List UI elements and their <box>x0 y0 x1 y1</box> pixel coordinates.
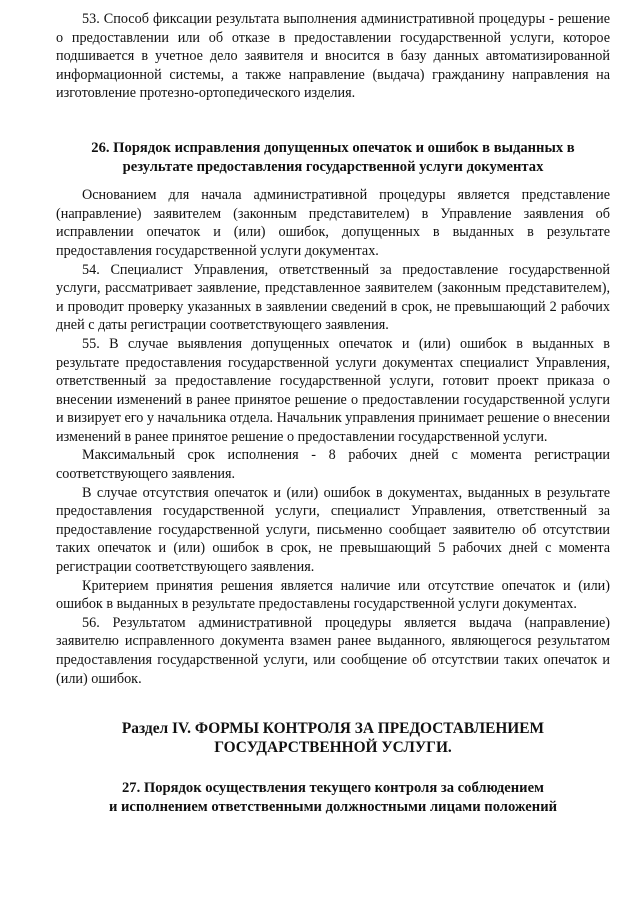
paragraph-53: 53. Способ фиксации результата выполнения административной процедуры - решение о предоставлении или об отказе в предоставлении государственной услуги, которое подшивается в учетное дело заявителя и вносится в базу данных автоматизированной информационной системы, а также направление (выдача) гражданину направления на изготовление протезно-ортопедического изделия. <box>56 11 610 102</box>
section-27-heading <box>56 779 610 816</box>
paragraph-55: 55. В случае выявления допущенных опечаток и (или) ошибок в выданных в результате предоставления государственной услуги документах специалист Управления, ответственный за предоставление государственной услуги, готовит проект приказа о внесении изменений в ранее принятое решение о предоставлении государственной услуги и визирует его у начальника отдела. Начальник управления принимает решение о внесении изменений в ранее принятое решение о предоставлении государственной услуги. <box>56 335 610 445</box>
section-26-heading-line-1: 26. Порядок исправления допущенных опечаток и ошибок в выданных в <box>91 139 575 156</box>
paragraph-max-term: Максимальный срок исполнения - 8 рабочих дней с момента регистрации соответствующего заявления. <box>56 447 610 483</box>
paragraph-no-errors: В случае отсутствия опечаток и (или) ошибок в документах, выданных в результате предоставления государственной услуги, специалист Управления, ответственный за предоставление государственной услуги, письменно сообщает заявителю об отсутствии таких опечаток и (или) ошибок в срок, не превышающий 5 рабочих дней с момента регистрации соответствующего заявления. <box>56 484 610 576</box>
section-27-heading-line-1: 27. Порядок осуществления текущего контроля за соблюдением <box>122 780 544 797</box>
paragraph-56: 56. Результатом административной процедуры является выдача (направление) заявителю исправленного документа взамен ранее выданного, являющегося результатом предоставления государственной услуги, или сообщение об отсутствии таких опечаток и (или) ошибок. <box>56 614 610 687</box>
section-iv-heading-line-1: Раздел IV. ФОРМЫ КОНТРОЛЯ ЗА ПРЕДОСТАВЛЕНИЕМ <box>121 720 545 738</box>
paragraph-criterion: Критерием принятия решения является наличие или отсутствие опечаток и (или) ошибок в выданных в результате предоставлены государственной услуги документах. <box>56 577 610 613</box>
section-26-heading-line-2: результате предоставления государственной услуги документах <box>122 158 544 175</box>
section-27-heading-line-2: и исполнением ответственными должностными лицами положений <box>108 798 558 815</box>
section-iv-heading <box>56 720 610 757</box>
section-26-heading <box>56 139 610 176</box>
paragraph-basis: Основанием для начала административной процедуры является представление (направление) заявителем (законным представителем) в Управление заявления об исправлении опечаток и (или) ошибок, допущенных в выданных в результате предоставления государственной услуги документах. <box>56 187 610 259</box>
document-page <box>56 10 610 817</box>
section-iv-heading-line-2: ГОСУДАРСТВЕННОЙ УСЛУГИ. <box>214 738 452 756</box>
paragraph-54: 54. Специалист Управления, ответственный за предоставление государственной услуги, рассматривает заявление, представленное заявителем (законным представителем), и проводит проверку указанных в заявлении сведений в срок, не превышающий 2 рабочих дней с даты регистрации соответствующего заявления. <box>56 261 610 334</box>
